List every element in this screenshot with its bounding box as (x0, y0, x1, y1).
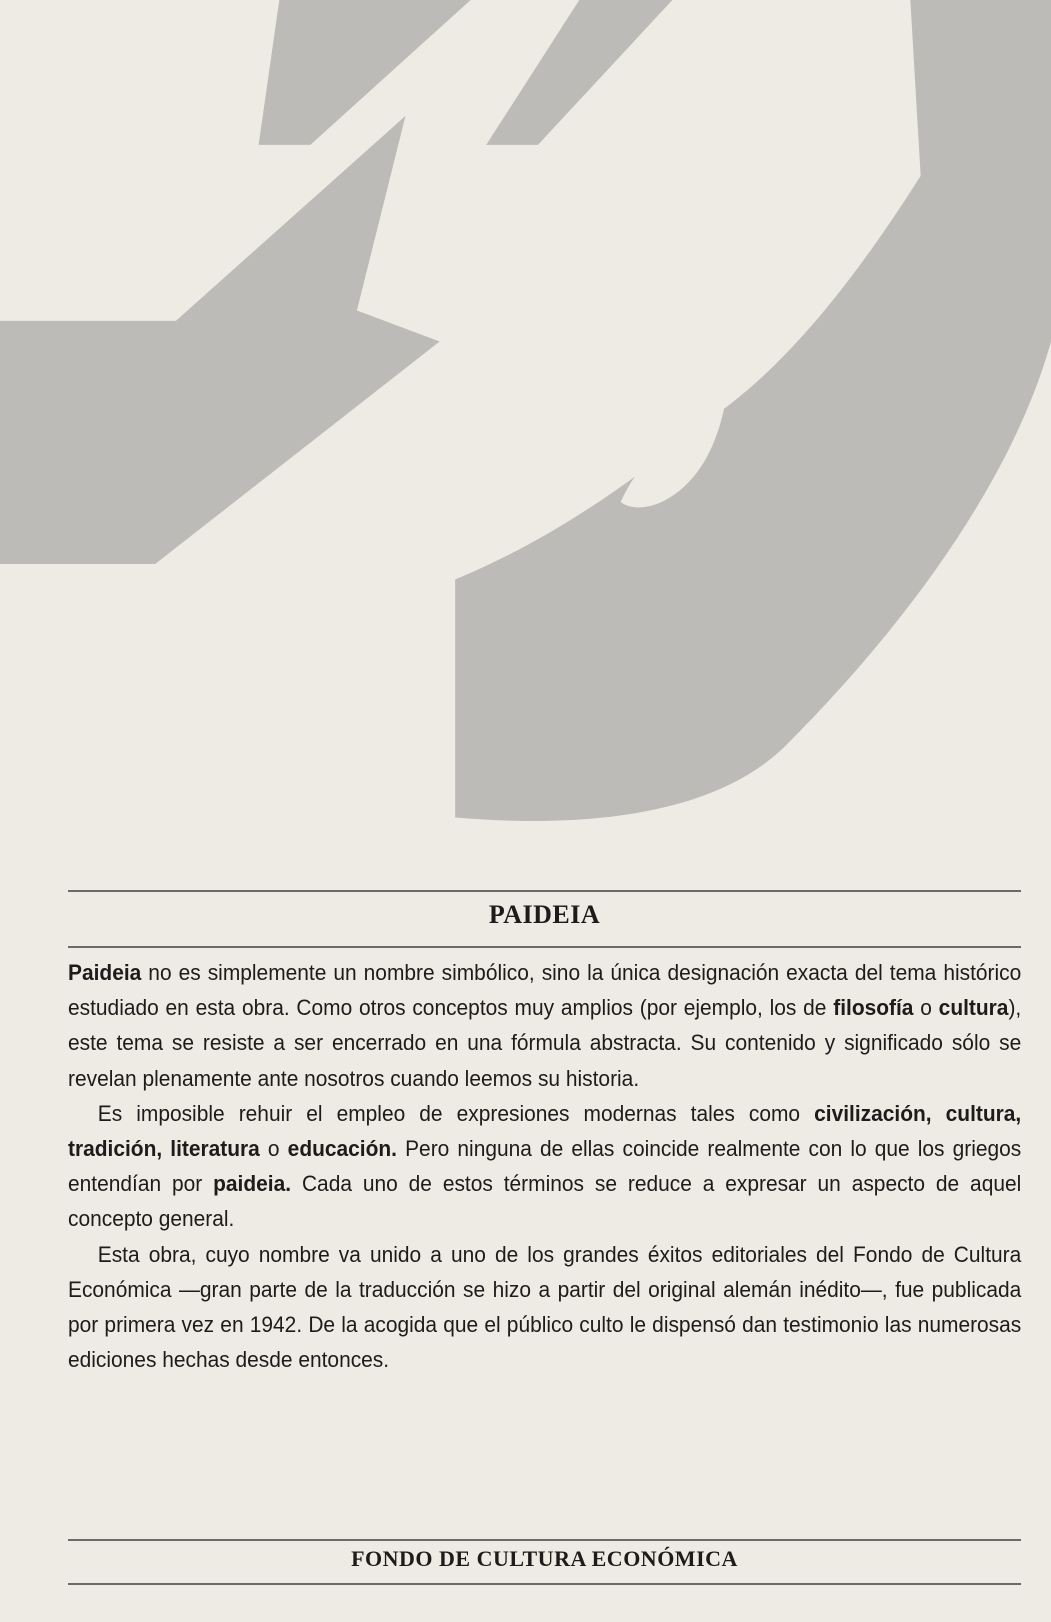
paragraph-3 (68, 1237, 1021, 1378)
bold-term: paideia. (213, 1171, 292, 1197)
text: ), este tema se resiste a ser encerrado en una fórmula abstracta. Su contenido y significado sólo se revelan plenamente ante nosotros cuando leemos su historia. (68, 995, 1022, 1091)
rule-top (68, 890, 1021, 892)
text: Esta obra, cuyo nombre va unido a uno de los grandes éxitos editoriales del Fondo de Cultura Económica —gran parte de la traducción se hizo a partir del original alemán inédito—, fue publicada por primera vez en 1942. De la acogida que el público culto le dispensó dan testimonio las numerosas ediciones hechas desde entonces. (68, 1241, 1022, 1373)
bold-term: educación. (287, 1136, 398, 1162)
bold-term: Paideia (68, 960, 142, 985)
paragraph-2 (68, 1096, 1021, 1237)
text: no es simplemente un nombre simbólico, sino la única designación exacta del tema histórico estudiado en esta obra. Como otros conceptos muy amplios (por ejemplo, los de (68, 960, 1022, 1021)
rule-above-publisher (68, 1539, 1021, 1541)
rule-bottom (68, 1583, 1021, 1585)
bold-term: cultura (938, 995, 1009, 1021)
publisher-name: FONDO DE CULTURA ECONÓMICA (351, 1546, 738, 1571)
bold-term: civilización, cultura, tradición, literatura (68, 1100, 1022, 1162)
text: o (913, 995, 939, 1021)
bold-term: filosofía (833, 995, 914, 1021)
graphic-stroke-top-right (486, 0, 672, 145)
book-title: PAIDEIA (488, 900, 601, 929)
graphic-stroke-left (0, 116, 440, 564)
text: Es imposible rehuir el empleo de expresiones modernas tales como (97, 1100, 815, 1126)
graphic-stroke-top (259, 0, 471, 145)
text: Cada uno de estos términos se reduce a expresar un aspecto de aquel concepto general. (68, 1171, 1022, 1232)
rule-under-title (68, 946, 1021, 948)
text: o (259, 1136, 288, 1162)
blurb (68, 955, 1021, 1377)
text: Pero ninguna de ellas coincide realmente con lo que los griegos entendían por (68, 1136, 1022, 1197)
paragraph-1 (68, 955, 1021, 1096)
